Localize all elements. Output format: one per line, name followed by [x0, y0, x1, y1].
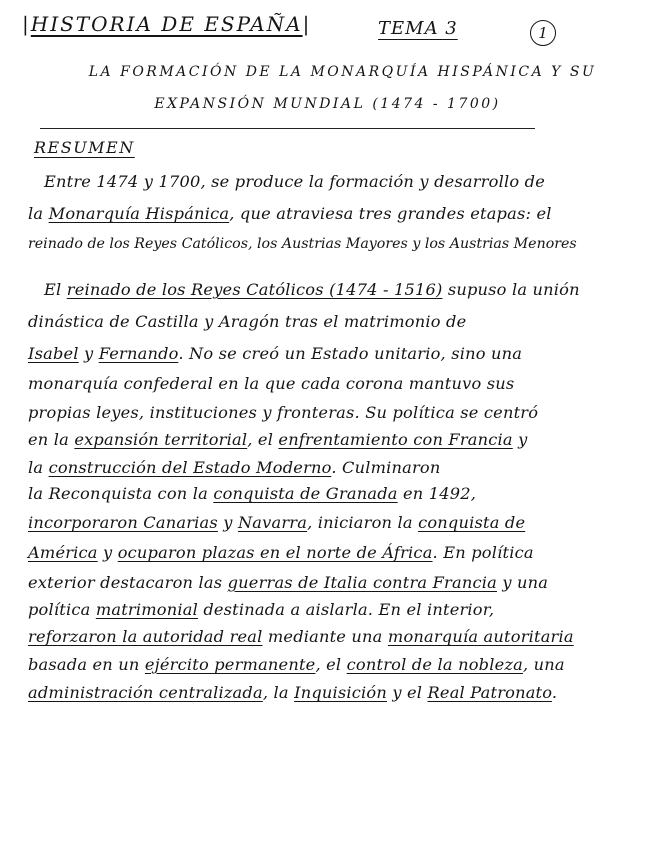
- title-line-2: EXPANSIÓN MUNDIAL (1474 - 1700): [154, 96, 501, 112]
- text-line: reforzaron la autoridad real mediante una monarquía autoritaria: [28, 627, 574, 646]
- section-heading: RESUMEN: [34, 138, 135, 157]
- text-line: la construcción del Estado Moderno. Culminaron: [28, 458, 441, 477]
- text-line: política matrimonial destinada a aislarla. En el interior,: [28, 600, 495, 619]
- text-line: administración centralizada, la Inquisición y el Real Patronato.: [28, 683, 558, 702]
- text-line: propias leyes, instituciones y fronteras. Su política se centró: [28, 403, 539, 422]
- text-line: El reinado de los Reyes Católicos (1474 - 1516) supuso la unión: [44, 280, 580, 299]
- text-line: basada en un ejército permanente, el control de la nobleza, una: [28, 655, 565, 674]
- text-line: dinástica de Castilla y Aragón tras el matrimonio de: [28, 312, 467, 331]
- text-line: la Reconquista con la conquista de Granada en 1492,: [28, 484, 477, 503]
- text-line: monarquía confederal en la que cada corona mantuvo sus: [28, 374, 515, 393]
- text-line: exterior destacaron las guerras de Italia contra Francia y una: [28, 573, 549, 592]
- text-line: en la expansión territorial, el enfrentamiento con Francia y: [28, 430, 528, 449]
- tema-label: TEMA 3: [378, 18, 458, 39]
- title-divider: [40, 128, 535, 129]
- page-number: 1: [530, 20, 556, 46]
- text-line: reinado de los Reyes Católicos, los Austrias Mayores y los Austrias Menores: [28, 236, 577, 252]
- subject-header: |HISTORIA DE ESPAÑA|: [22, 12, 312, 36]
- subject-title: HISTORIA DE ESPAÑA: [30, 12, 303, 36]
- text-line: Entre 1474 y 1700, se produce la formación y desarrollo de: [44, 172, 545, 191]
- title-line-1: LA FORMACIÓN DE LA MONARQUÍA HISPÁNICA Y SU: [88, 64, 597, 80]
- text-line: América y ocuparon plazas en el norte de África. En política: [28, 543, 534, 562]
- text-line: la Monarquía Hispánica, que atraviesa tres grandes etapas: el: [28, 204, 552, 223]
- text-line: incorporaron Canarias y Navarra, iniciaron la conquista de: [28, 513, 526, 532]
- text-line: Isabel y Fernando. No se creó un Estado unitario, sino una: [28, 344, 523, 363]
